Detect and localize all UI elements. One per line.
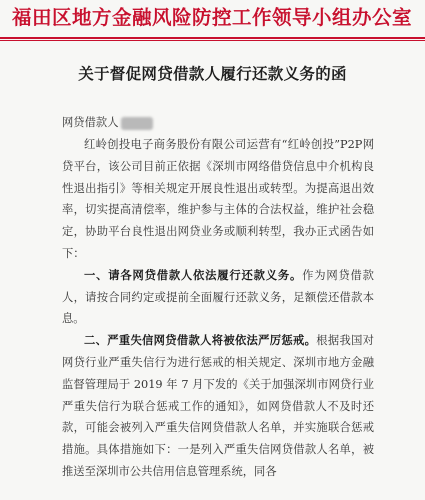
paragraph-section-2 bbox=[62, 330, 374, 483]
paragraph-intro bbox=[62, 134, 374, 265]
paragraph-lead: 一、请各网贷借款人依法履行还款义务。 bbox=[84, 267, 303, 282]
salutation bbox=[62, 112, 374, 134]
paragraph-section-1 bbox=[62, 265, 374, 330]
redacted-name bbox=[121, 117, 153, 130]
letterhead-title: 福田区地方金融风险防控工作领导小组办公室 bbox=[11, 6, 412, 29]
letterhead-rule-thick bbox=[0, 37, 425, 39]
letter-body bbox=[62, 112, 374, 483]
letterhead-rule-thin bbox=[0, 40, 425, 41]
salutation-label: 网贷借款人 bbox=[62, 116, 119, 129]
paragraph-text: 作为网贷借款人，请按合同约定或提前全面履行还款义务，足额偿还借款本息。 bbox=[62, 268, 374, 326]
paragraph-text: 根据我国对网贷行业严重失信行为进行惩戒的相关规定、深圳市地方金融监督管理局于 2019 年 7 月下发的《关于加强深圳市网贷行业严重失信行为联合惩戒工作的通知》，如网贷借款人不及时还款，可能会被列入严重失信网贷借款人名单，并实施联合惩戒措施。具体措施如下：一是列入严重失信网贷借款人名单，被推送至深圳市公共信用信息管理系统，同各 bbox=[62, 334, 374, 478]
paragraph-text: 红岭创投电子商务股份有限公司运营有“红岭创投”P2P网贷平台，该公司目前正依据《深圳市网络借贷信息中介机构良性退出指引》等相关规定开展良性退出或转型。为提高退出效率，切实提高清偿率，维护参与主体的合法权益，维护社会稳定，协助平台良性退出网贷业务或顺利转型，我办正式函告如下： bbox=[62, 138, 374, 260]
paragraph-lead: 二、严重失信网贷借款人将被依法严厉惩戒。 bbox=[84, 333, 317, 348]
document-title: 关于督促网贷借款人履行还款义务的函 bbox=[78, 64, 347, 83]
